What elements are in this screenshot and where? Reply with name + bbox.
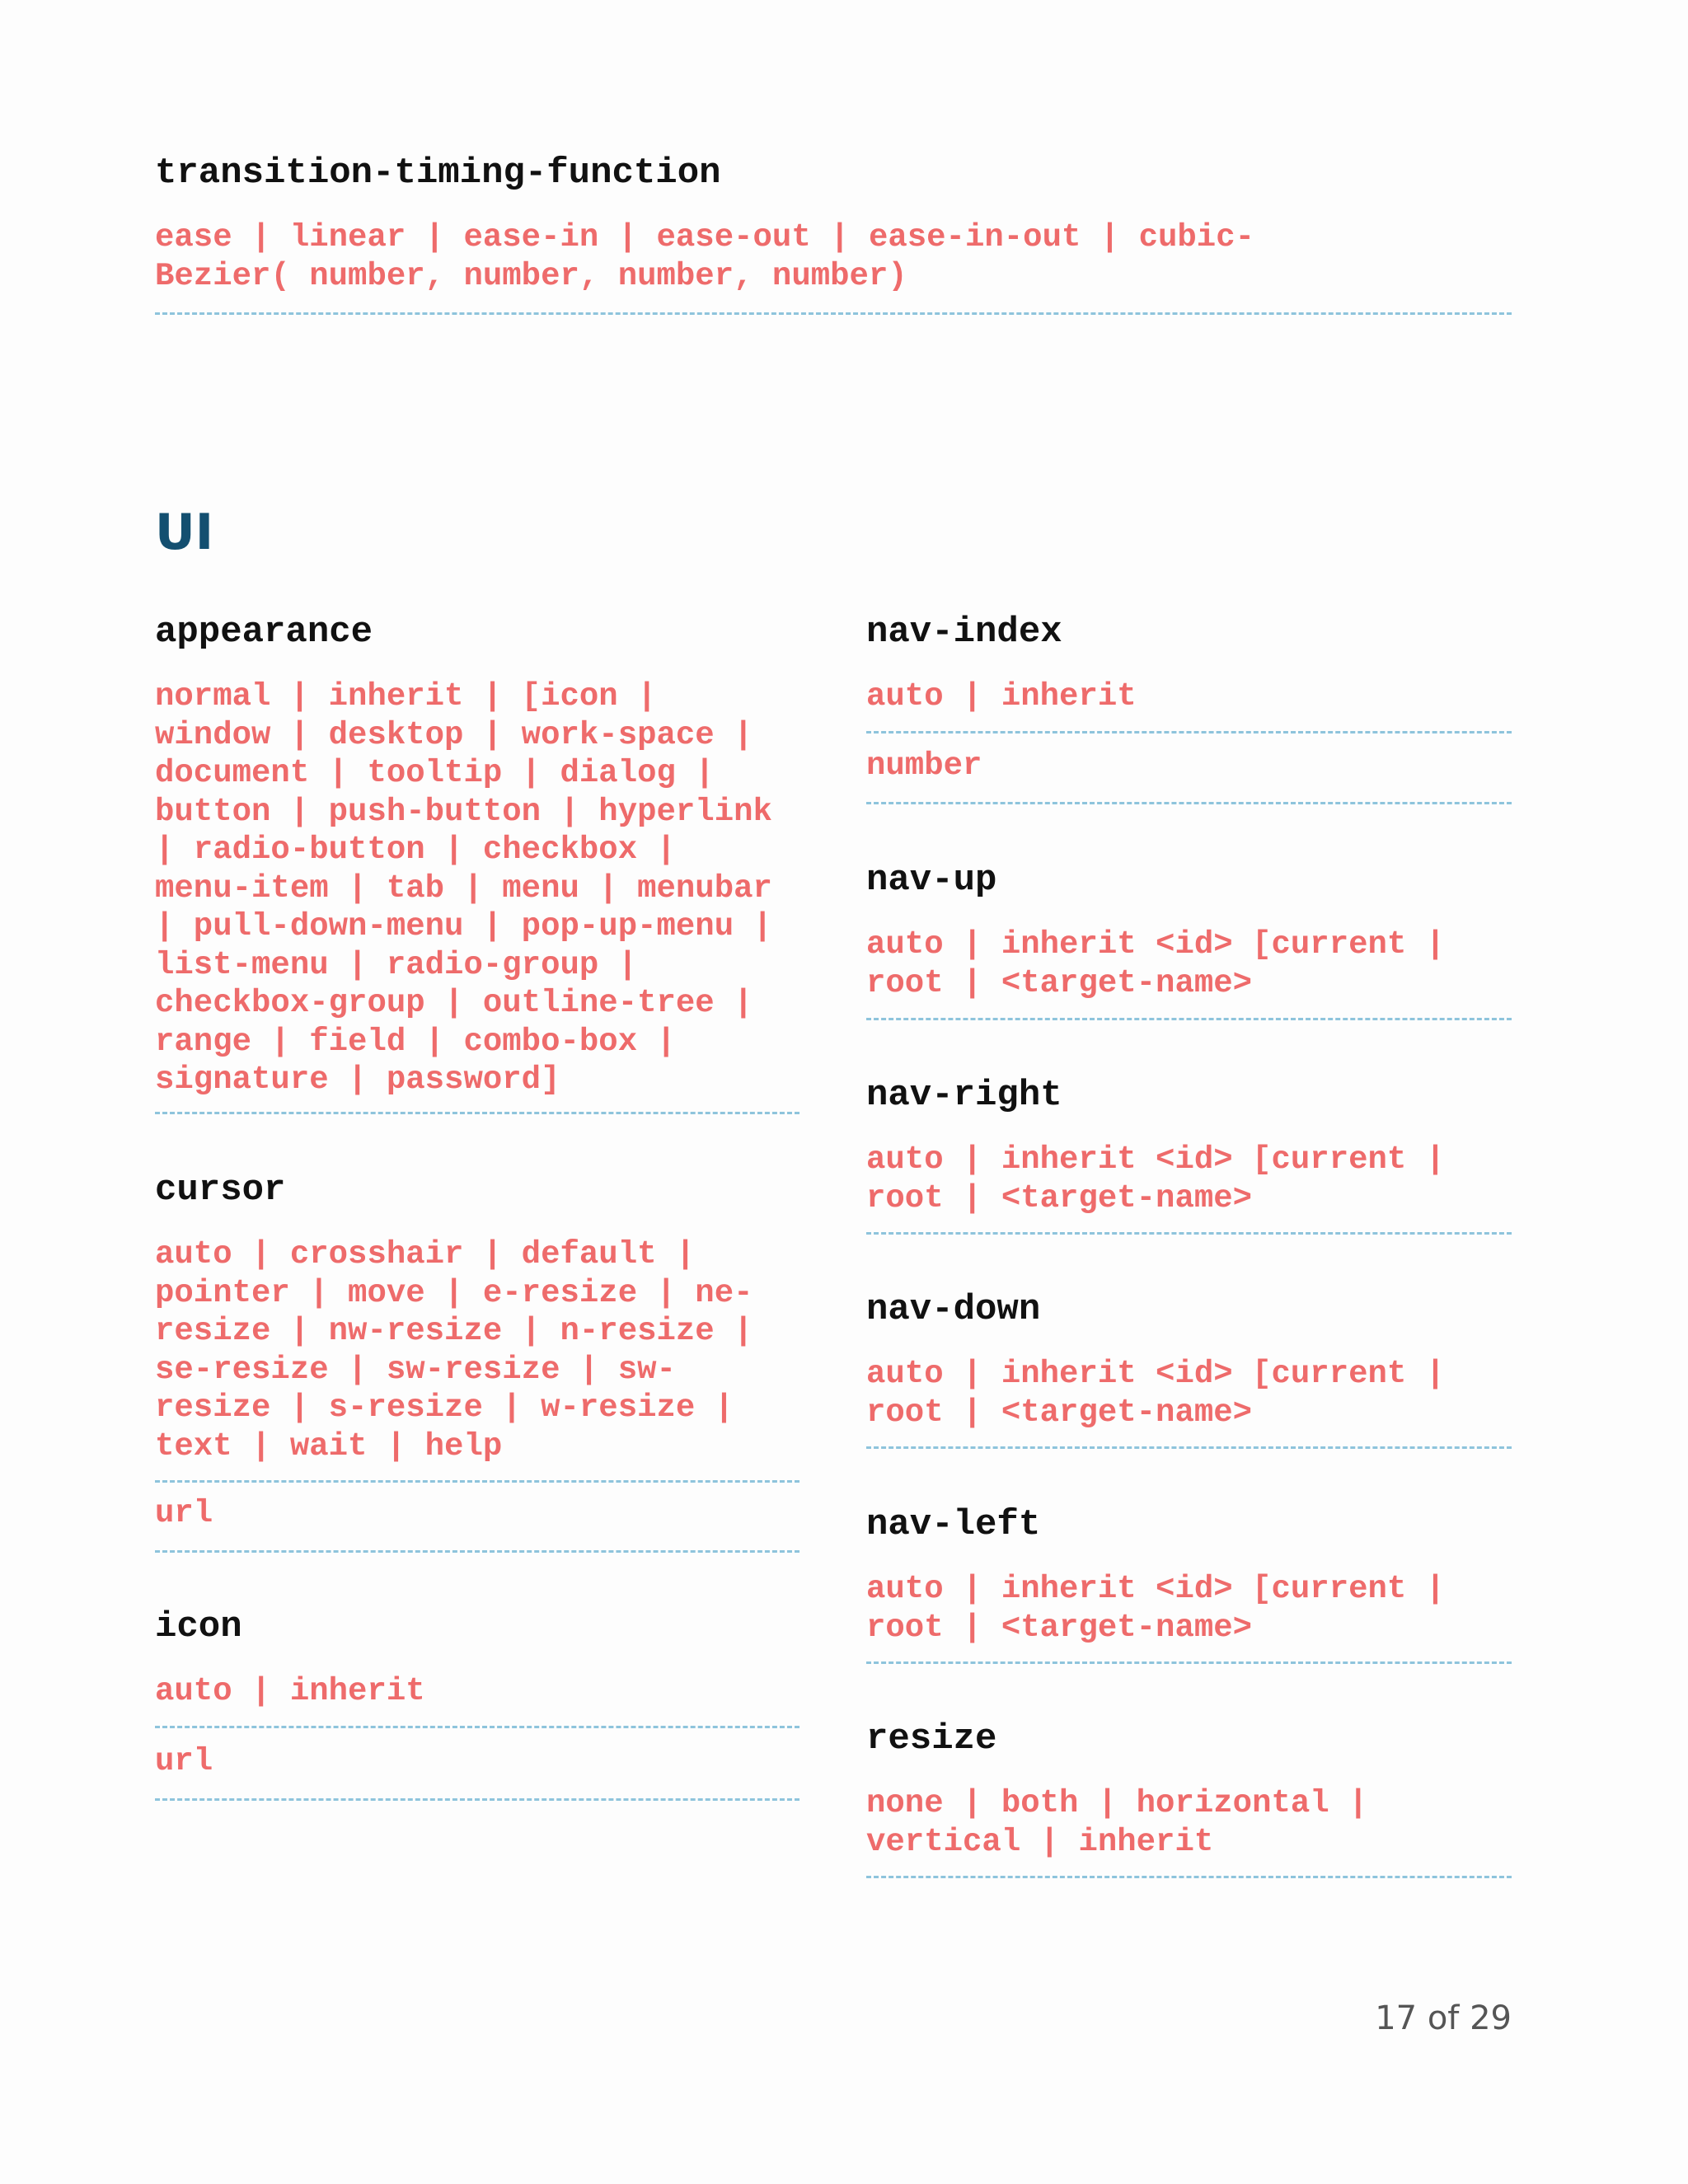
divider — [155, 1550, 799, 1553]
property-name-nav-up: nav-up — [866, 860, 997, 901]
property-name-nav-right: nav-right — [866, 1075, 1062, 1116]
property-name-icon: icon — [155, 1606, 242, 1647]
divider — [155, 1798, 799, 1801]
property-name-nav-index: nav-index — [866, 612, 1062, 653]
property-values-nav-index: auto | inherit — [866, 678, 1137, 715]
divider — [866, 1661, 1512, 1664]
divider — [866, 731, 1512, 733]
property-values-cursor: auto | crosshair | default | pointer | move | e-resize | ne- resize | nw-resize | n-resize | se-resize | sw-resize | sw- resize | s-resize | w-resize | text | wait | help — [155, 1236, 753, 1465]
divider — [866, 1876, 1512, 1878]
property-values-nav-up: auto | inherit <id> [current | root | <target-name> — [866, 926, 1446, 1001]
divider — [155, 1112, 799, 1114]
property-name-nav-down: nav-down — [866, 1289, 1041, 1330]
property-values-icon: auto | inherit — [155, 1673, 425, 1709]
property-name-resize: resize — [866, 1718, 997, 1760]
property-values-nav-index-number: number — [866, 748, 982, 784]
divider — [866, 1018, 1512, 1020]
section-title: UI — [155, 504, 214, 561]
property-values-appearance: normal | inherit | [icon | window | desktop | work-space | document | tooltip | dialog | button | push-button | hyperlink | radio-button | checkbox | menu-item | tab | menu | menubar | pull-down-menu | pop-up-menu | list-menu | radio-group | checkbox-group | outline-tree | range | field | combo-box | signature | password] — [155, 678, 772, 1098]
property-name-transition-timing-function: transition-timing-function — [155, 152, 721, 194]
page-number: 17 of 29 — [1375, 1999, 1512, 2037]
divider — [155, 1726, 799, 1728]
property-values-nav-right: auto | inherit <id> [current | root | <target-name> — [866, 1141, 1446, 1216]
divider — [155, 312, 1512, 315]
divider — [866, 1446, 1512, 1449]
property-values-resize: none | both | horizontal | vertical | inherit — [866, 1785, 1368, 1860]
property-values-nav-down: auto | inherit <id> [current | root | <target-name> — [866, 1356, 1446, 1431]
property-name-appearance: appearance — [155, 612, 373, 653]
property-name-nav-left: nav-left — [866, 1504, 1041, 1545]
divider — [866, 1232, 1512, 1235]
property-values-nav-left: auto | inherit <id> [current | root | <target-name> — [866, 1571, 1446, 1646]
property-name-cursor: cursor — [155, 1169, 286, 1211]
divider — [866, 802, 1512, 804]
property-values-transition-timing-function: ease | linear | ease-in | ease-out | ease-in-out | cubic- Bezier( number, number, number, number) — [155, 219, 1255, 294]
property-values-icon-url: url — [155, 1743, 213, 1779]
property-values-cursor-url: url — [155, 1495, 213, 1531]
divider — [155, 1480, 799, 1483]
